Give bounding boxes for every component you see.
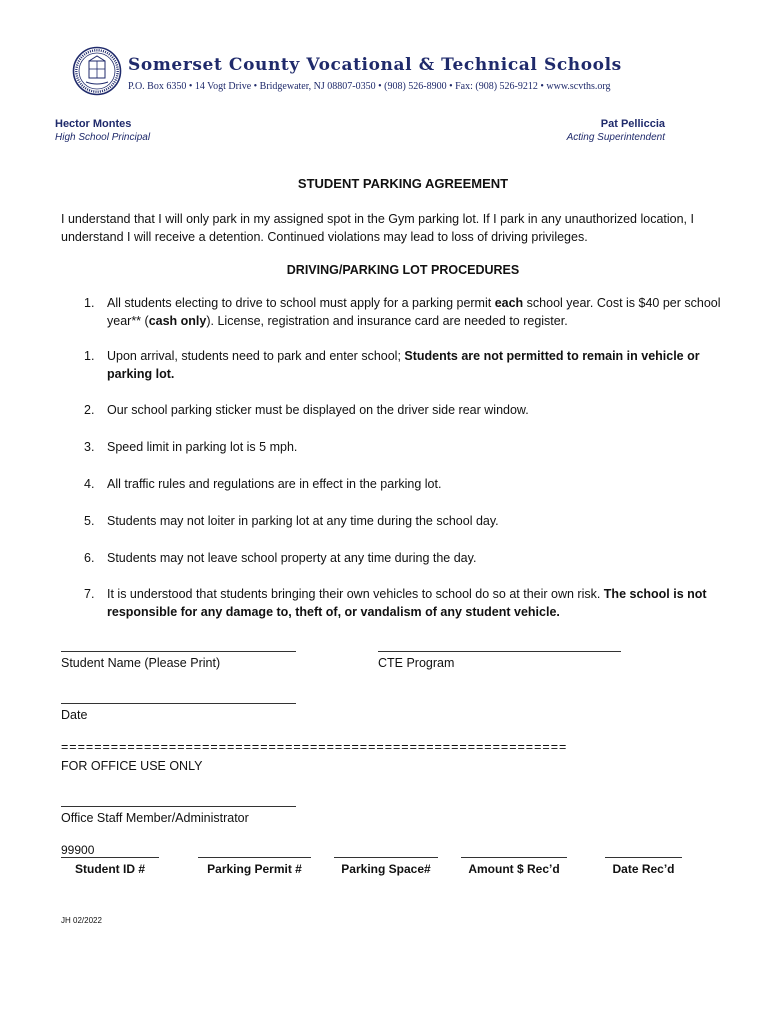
superintendent-name: Pat Pelliccia	[600, 118, 665, 130]
procedure-item: 3. Speed limit in parking lot is 5 mph.	[84, 440, 298, 454]
student-id-field[interactable]: 99900	[61, 843, 159, 858]
amount-label: Amount $ Rec’d	[468, 862, 560, 876]
date-received-field[interactable]	[605, 843, 682, 858]
procedure-item: 5. Students may not loiter in parking lot at any time during the school day.	[84, 514, 499, 528]
procedure-item: 1. Upon arrival, students need to park and enter school; Students are not permitted to remain in vehicle or parking lot.	[84, 349, 700, 381]
superintendent-title: Acting Superintendent	[566, 132, 665, 143]
student-name-field[interactable]	[61, 651, 296, 652]
school-address: P.O. Box 6350 • 14 Vogt Drive • Bridgewater, NJ 08807-0350 • (908) 526-8900 • Fax: (908) 526-9212 • www.scvths.org	[128, 81, 611, 92]
parking-permit-column	[198, 843, 311, 876]
procedure-item: 6. Students may not leave school property at any time during the day.	[84, 551, 477, 565]
superintendent-info	[567, 118, 665, 143]
procedure-item: 7. It is understood that students bringing their own vehicles to school do so at their own risk. The school is not responsible for any damage to, theft of, or vandalism of any student vehicle.	[84, 587, 707, 619]
amount-field[interactable]	[461, 843, 567, 858]
school-seal-logo	[72, 46, 122, 96]
date-label: Date	[61, 708, 88, 722]
date-received-label: Date Rec’d	[612, 862, 675, 876]
date-received-column	[605, 843, 682, 876]
footer-code: JH 02/2022	[61, 916, 102, 925]
page-title: STUDENT PARKING AGREEMENT	[297, 176, 509, 191]
parking-permit-field[interactable]	[198, 843, 311, 858]
parking-space-field[interactable]	[334, 843, 438, 858]
cte-program-field[interactable]	[378, 651, 621, 652]
procedure-item: 2. Our school parking sticker must be displayed on the driver side rear window.	[84, 403, 529, 417]
principal-name: Hector Montes	[55, 118, 132, 130]
parking-space-column	[334, 843, 438, 876]
separator-line: =============================================================	[61, 740, 568, 754]
parking-permit-label: Parking Permit #	[207, 862, 302, 876]
intro-paragraph: I understand that I will only park in my assigned spot in the Gym parking lot. If I park in any unauthorized location, I understand I will receive a detention. Continued violations may lead to loss of driving privileges.	[61, 212, 694, 244]
student-name-label: Student Name (Please Print)	[61, 656, 221, 670]
procedure-item: 4. All traffic rules and regulations are in effect in the parking lot.	[84, 477, 442, 491]
cte-program-label: CTE Program	[378, 656, 455, 670]
student-id-label: Student ID #	[74, 862, 145, 876]
amount-column	[461, 843, 567, 876]
parking-space-label: Parking Space#	[341, 862, 431, 876]
staff-signature-field[interactable]	[61, 806, 296, 807]
principal-title: High School Principal	[55, 132, 151, 143]
procedure-item: 1. All students electing to drive to school must apply for a parking permit each school year. Cost is $40 per school year** (cash only). License, registration and insurance card are needed to register.	[84, 296, 721, 328]
date-field[interactable]	[61, 703, 296, 704]
office-use-heading: FOR OFFICE USE ONLY	[61, 759, 203, 773]
school-name: Somerset County Vocational & Technical Schools	[128, 55, 622, 75]
staff-label: Office Staff Member/Administrator	[61, 811, 249, 825]
principal-info	[55, 118, 150, 143]
procedures-heading: DRIVING/PARKING LOT PROCEDURES	[286, 263, 520, 277]
student-id-column	[61, 843, 159, 876]
